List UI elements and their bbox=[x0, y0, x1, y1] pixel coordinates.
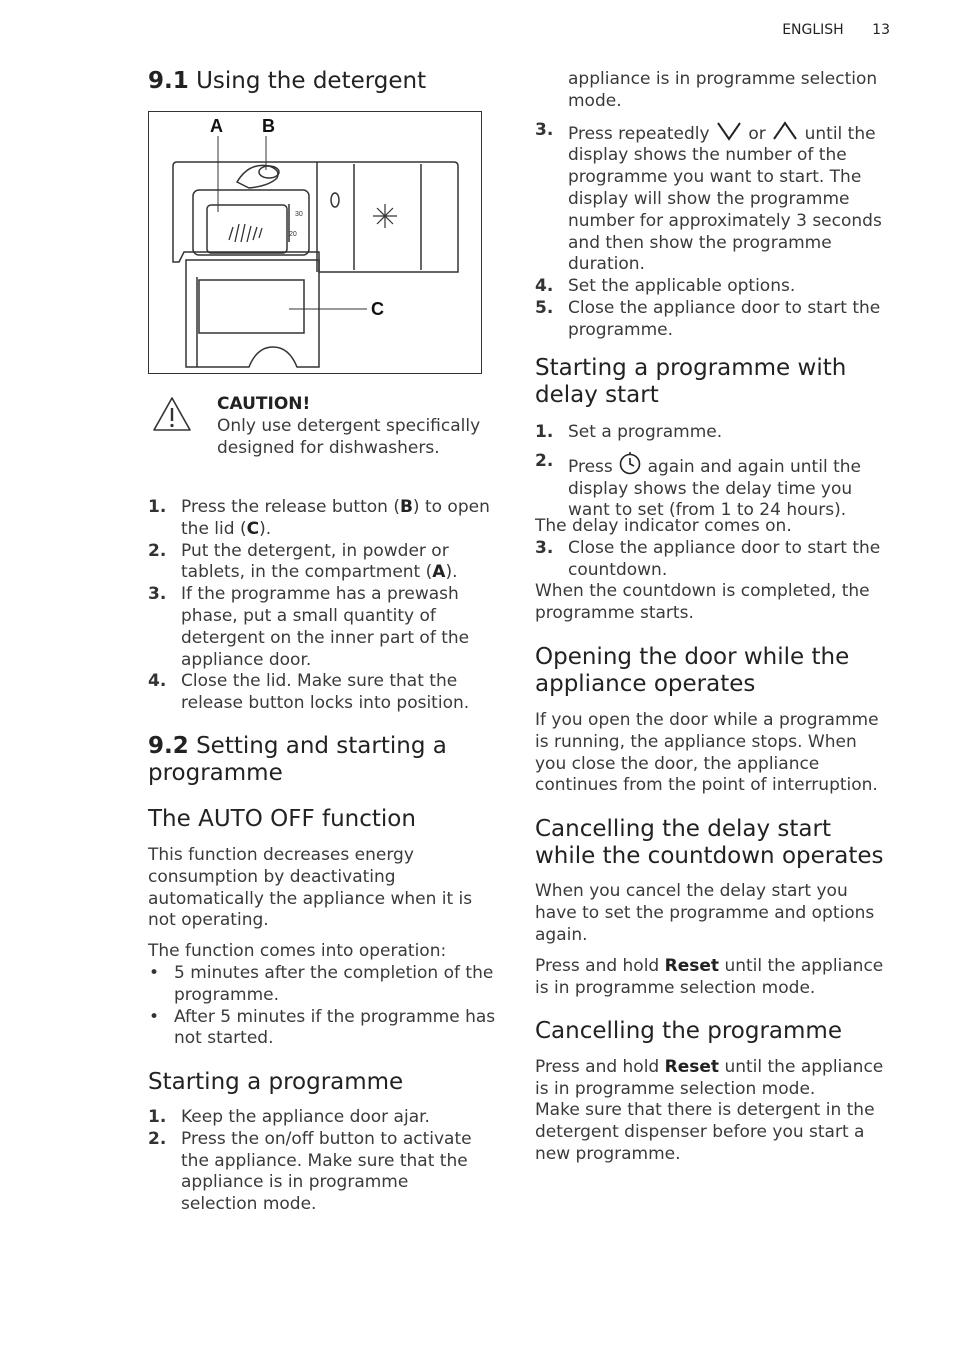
opening-text: If you open the door while a programme is running, the appliance stops. When you close the door, the appliance continues from the point of interruption. bbox=[535, 710, 879, 796]
list-item: 3. Press repeatedly or until the display shows the number of the programme you want to start. The display will show the programme number for approximately 3 seconds and then show the programme duration. bbox=[535, 119, 882, 275]
page-number: 13 bbox=[872, 22, 890, 38]
chevron-up-icon bbox=[771, 120, 799, 142]
delay-note: The delay indicator comes on. bbox=[535, 516, 792, 536]
list-item-continuation: appliance is in programme selection mode. bbox=[568, 69, 878, 111]
label-a: A bbox=[210, 116, 223, 136]
list-item: 2. Put the detergent, in powder or tablets, in the compartment (A). bbox=[148, 540, 458, 583]
cancel-programme-para: Press and hold Reset until the appliance is in programme selection mode. bbox=[535, 1057, 884, 1099]
starting-steps bbox=[148, 1107, 478, 1215]
sun-icon bbox=[373, 204, 397, 228]
cancel-delay-para-2: Press and hold Reset until the appliance is in programme selection mode. bbox=[535, 956, 884, 998]
caution-text: Only use detergent specifically designed for dishwashers. bbox=[217, 415, 481, 458]
detergent-steps bbox=[148, 497, 498, 715]
list-item: • After 5 minutes if the programme has not started. bbox=[149, 1006, 496, 1049]
delay-heading: Starting a programme with delay start bbox=[535, 355, 847, 408]
detergent-dispenser-figure bbox=[148, 111, 482, 374]
page-header bbox=[758, 22, 890, 38]
list-item: 4. Set the applicable options. bbox=[535, 276, 796, 297]
warning-triangle-icon bbox=[152, 396, 192, 432]
cancel-delay-heading: Cancelling the delay start while the countdown operates bbox=[535, 816, 884, 869]
opening-heading: Opening the door while the appliance operates bbox=[535, 644, 850, 697]
list-item: 1. Press the release button (B) to open the lid (C). bbox=[148, 497, 490, 539]
scale-20: 20 bbox=[289, 231, 297, 238]
auto-off-heading: The AUTO OFF function bbox=[148, 806, 416, 832]
starting-heading: Starting a programme bbox=[148, 1069, 404, 1095]
list-item: 3. If the programme has a prewash phase, put a small quantity of detergent on the inner part of the appliance door. bbox=[148, 584, 470, 670]
chevron-down-icon bbox=[715, 120, 743, 142]
label-c: C bbox=[371, 299, 384, 319]
label-b: B bbox=[262, 116, 275, 136]
scale-30: 30 bbox=[295, 211, 303, 218]
language-label: ENGLISH bbox=[782, 22, 844, 38]
list-item: 1. Keep the appliance door ajar. bbox=[148, 1107, 430, 1127]
list-item: 1. Set a programme. bbox=[535, 422, 723, 442]
delay-clock-icon bbox=[618, 451, 642, 475]
list-item: 2. Press the on/off button to activate the appliance. Make sure that the appliance is in programme selection mode. bbox=[148, 1128, 472, 1215]
delay-steps-2 bbox=[535, 538, 887, 582]
list-item: • 5 minutes after the completion of the programme. bbox=[149, 963, 494, 1005]
caution-title: CAUTION! bbox=[217, 394, 311, 414]
cancel-programme-heading: Cancelling the programme bbox=[535, 1018, 842, 1044]
cancel-delay-para: When you cancel the delay start you have to set the programme and options again. bbox=[535, 881, 875, 945]
section-number: 9.1 bbox=[148, 68, 189, 94]
dispenser-illustration bbox=[149, 112, 483, 375]
section-title: Using the detergent bbox=[196, 68, 427, 94]
section-9-1-heading bbox=[148, 68, 426, 95]
auto-off-para: This function decreases energy consumption by deactivating automatically the appliance when it is not operating. bbox=[148, 845, 473, 931]
delay-after: When the countdown is completed, the programme starts. bbox=[535, 581, 870, 623]
list-item: 5. Close the appliance door to start the programme. bbox=[535, 297, 881, 340]
section-9-2-heading: 9.2 Setting and starting a programme bbox=[148, 733, 447, 786]
cancel-programme-para-2: Make sure that there is detergent in the detergent dispenser before you start a new programme. bbox=[535, 1100, 875, 1164]
list-item: 4. Close the lid. Make sure that the release button locks into position. bbox=[148, 671, 470, 714]
list-item: 3. Close the appliance door to start the countdown. bbox=[535, 538, 881, 580]
starting-steps-continued bbox=[535, 69, 887, 342]
delay-steps bbox=[535, 422, 887, 522]
auto-off-para-2: The function comes into operation: bbox=[148, 941, 447, 961]
auto-off-bullets bbox=[148, 963, 498, 1050]
list-item: 2. Press again and again until the display shows the delay time you want to set (from 1 to 24 hours). bbox=[535, 450, 861, 521]
